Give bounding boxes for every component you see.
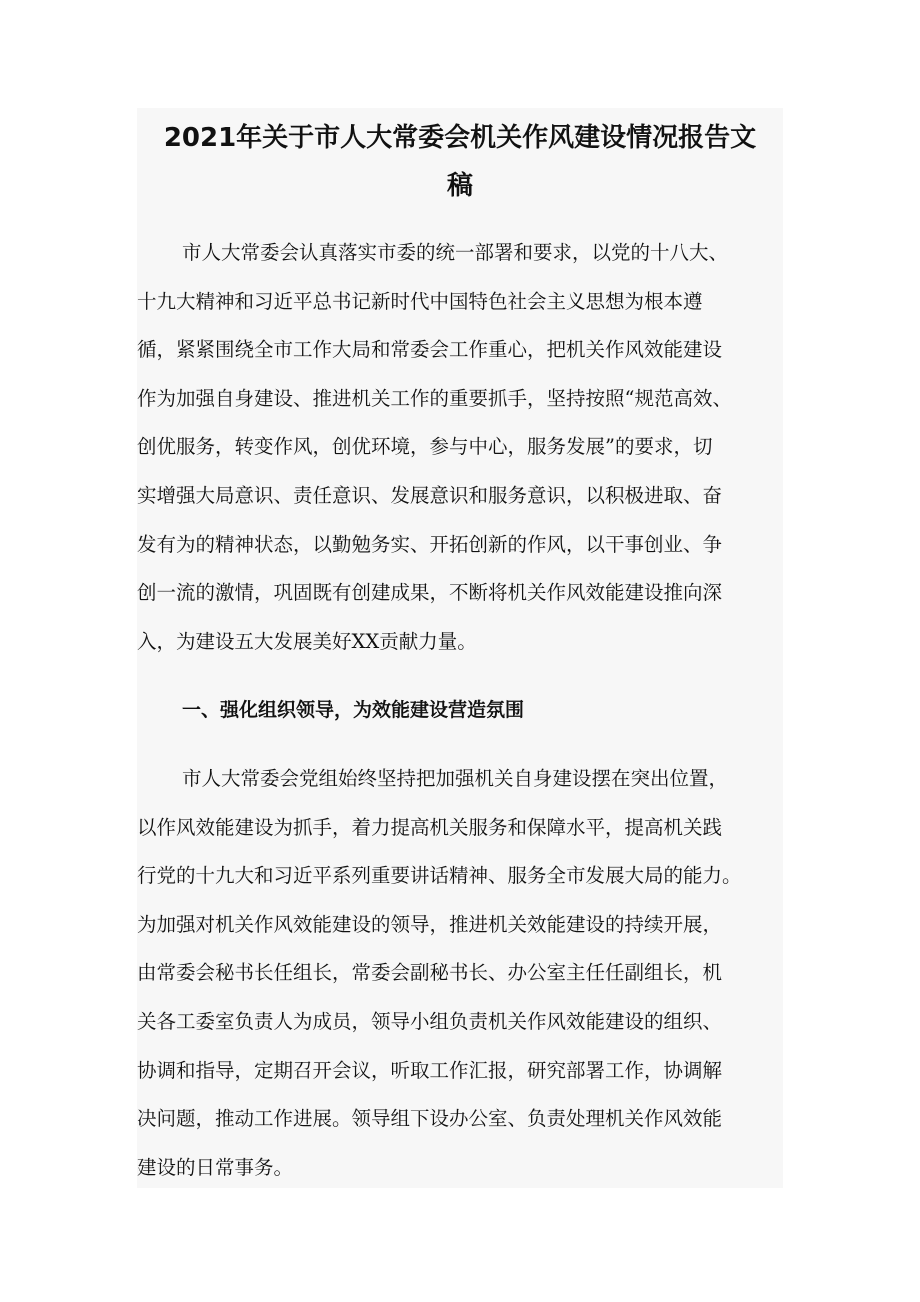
paragraph-line: 协调和指导，定期召开会议，听取工作汇报，研究部署工作，协调解	[137, 1058, 723, 1082]
paragraph-line: 市人大常委会党组始终坚持把加强机关自身建设摆在突出位置，	[182, 767, 729, 790]
paragraph-line: 市人大常委会认真落实市委的统一部署和要求，以党的十八大、	[182, 241, 729, 264]
body-paragraph-section1	[137, 755, 807, 1192]
paragraph-line: 由常委会秘书长任组长，常委会副秘书长、办公室主任任副组长，机	[137, 961, 723, 985]
paragraph-line: 创一流的激情，巩固既有创建成果，不断将机关作风效能建设推向深	[137, 581, 723, 605]
paragraph-line: 行党的十九大和习近平系列重要讲话精神、服务全市发展大局的能力。	[137, 864, 742, 888]
paragraph-line: 作为加强自身建设、推进机关工作的重要抓手，坚持按照“规范高效、	[137, 386, 732, 410]
paragraph-line: 以作风效能建设为抓手，着力提高机关服务和保障水平，提高机关践	[137, 815, 723, 839]
title-line: 2021年关于市人大常委会机关作风建设情况报告文	[163, 123, 757, 153]
paragraph-line: 决问题，推动工作进展。领导组下设办公室、负责处理机关作风效能	[137, 1107, 723, 1131]
paragraph-line: 关各工委室负责人为成员，领导小组负责机关作风效能建设的组织、	[137, 1009, 723, 1033]
section-heading: 一、强化组织领导，为效能建设营造氛围	[182, 699, 525, 721]
paragraph-line: 循，紧紧围绕全市工作大局和常委会工作重心，把机关作风效能建设	[137, 338, 723, 362]
paragraph-line: 为加强对机关作风效能建设的领导，推进机关效能建设的持续开展，	[137, 912, 723, 936]
body-paragraph-intro	[137, 229, 807, 666]
paragraph-line: 发有为的精神状态，以勤勉务实、开拓创新的作风，以干事创业、争	[137, 532, 723, 556]
title-line: 稿	[446, 171, 473, 201]
paragraph-line: 入，为建设五大发展美好XX贡献力量。	[137, 629, 477, 653]
paragraph-line: 建设的日常事务。	[137, 1155, 294, 1179]
paragraph-line: 创优服务，转变作风，创优环境，参与中心，服务发展”的要求，切	[137, 435, 713, 459]
paragraph-line: 实增强大局意识、责任意识、发展意识和服务意识，以积极进取、奋	[137, 483, 723, 507]
paragraph-line: 十九大精神和习近平总书记新时代中国特色社会主义思想为根本遵	[137, 289, 703, 313]
document-title	[137, 114, 783, 210]
